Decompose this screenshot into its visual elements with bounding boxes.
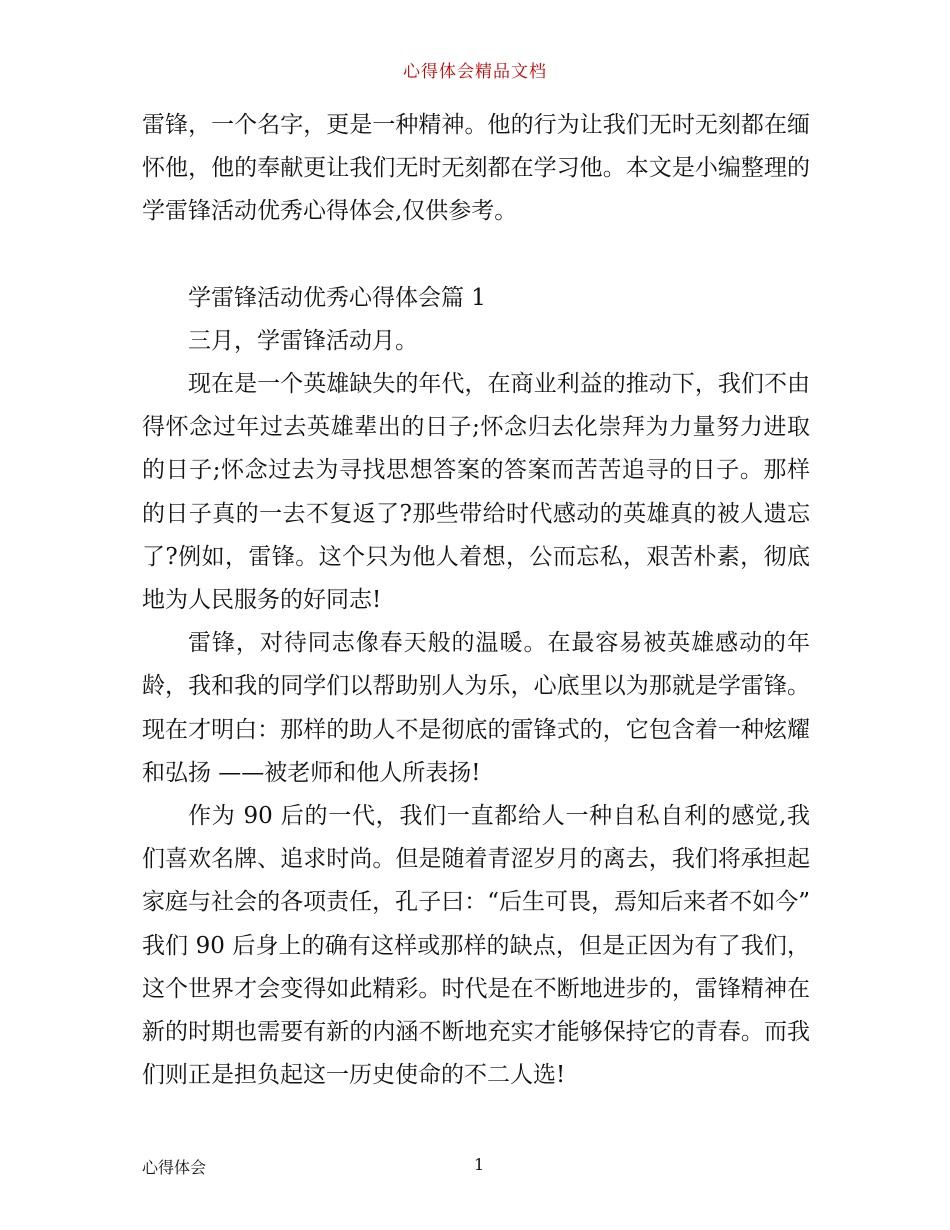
- body-paragraph: 现在是一个英雄缺失的年代，在商业利益的推动下，我们不由得怀念过年过去英雄辈出的日子;怀念归去化崇拜为力量努力进取的日子;怀念过去为寻找思想答案的答案而苦苦追寻的日子。那样的日子真的一去不复返了?那些带给时代感动的英雄真的被人遗忘了?例如，雷锋。这个只为他人着想，公而忘私，艰苦朴素，彻底地为人民服务的好同志!: [142, 371, 810, 614]
- page-header-title: 心得体会精品文档: [403, 62, 547, 82]
- intro-paragraph: 雷锋，一个名字，更是一种精神。他的行为让我们无时无刻都在缅怀他，他的奉献更让我们无时无刻都在学习他。本文是小编整理的学雷锋活动优秀心得体会,仅供参考。: [142, 112, 810, 225]
- body-paragraph: 雷锋，对待同志像春天般的温暖。在最容易被英雄感动的年龄，我和我的同学们以帮助别人为乐，心底里以为那就是学雷锋。现在才明白：那样的助人不是彻底的雷锋式的，它包含着一种炫耀和弘扬 ——被老师和他人所表扬!: [142, 630, 810, 786]
- section-title: 学雷锋活动优秀心得体会篇 1: [188, 284, 486, 311]
- footer-label: 心得体会: [142, 1158, 207, 1177]
- document-body: [142, 104, 810, 1097]
- body-paragraph: 三月，学雷锋活动月。: [188, 327, 418, 354]
- page-footer: [142, 1155, 810, 1179]
- body-paragraph: 作为 90 后的一代，我们一直都给人一种自私自利的感觉,我们喜欢名牌、追求时尚。但是随着青涩岁月的离去，我们将承担起家庭与社会的各项责任，孔子曰：“后生可畏，焉知后来者不如今” 我们 90 后身上的确有这样或那样的缺点，但是正因为有了我们，这个世界才会变得如此精彩。时代是在不断地进步的，雷锋精神在新的时期也需要有新的内涵不断地充实才能够保持它的青春。而我们则正是担负起这一历史使命的不二人选!: [142, 803, 810, 1089]
- page-number: 1: [474, 1155, 485, 1174]
